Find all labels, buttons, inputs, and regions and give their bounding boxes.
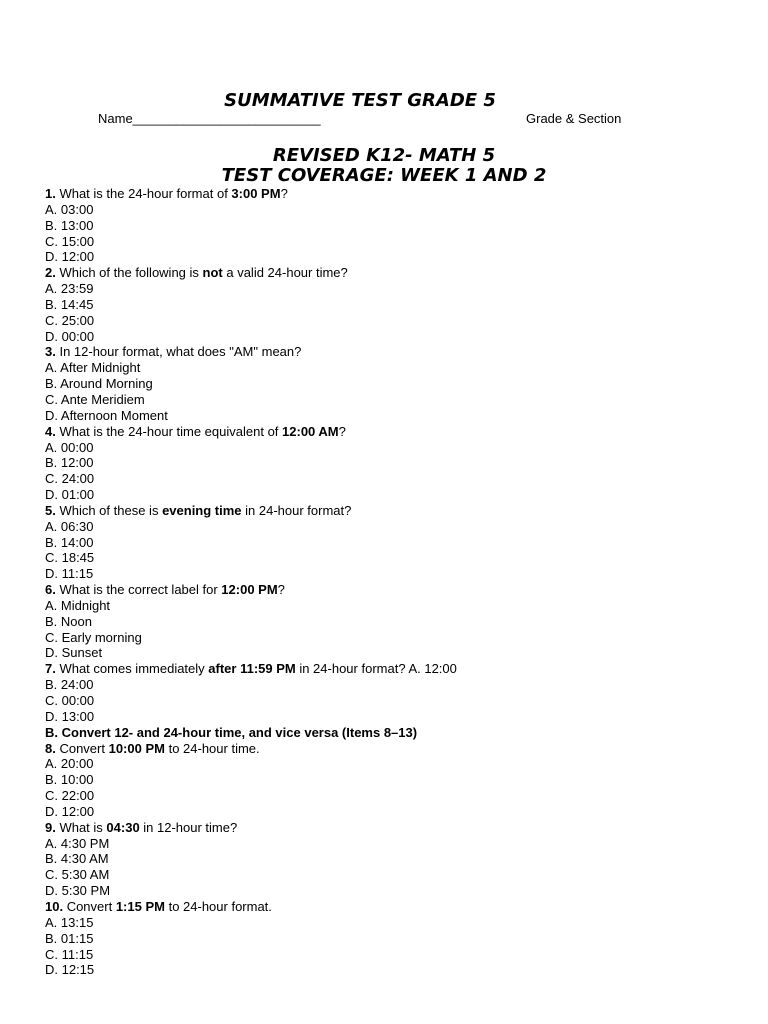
question-text: Which of these is <box>55 502 163 518</box>
questions-list <box>45 186 745 978</box>
question-text-end: a valid 24-hour time? <box>222 265 348 281</box>
answer-choice: C. 24:00 <box>45 471 95 487</box>
answer-choice: A. 4:30 PM <box>45 835 110 851</box>
question-text-end: to 24-hour time. <box>164 740 260 756</box>
coverage-heading: TEST COVERAGE: WEEK 1 AND 2 <box>221 165 547 186</box>
answer-choice: A. After Midnight <box>45 360 141 376</box>
question-number: 2. <box>45 265 56 281</box>
answer-choice: C. 5:30 AM <box>45 867 110 883</box>
answer-choice: D. 01:00 <box>45 487 95 503</box>
answer-choice: D. Sunset <box>45 645 103 661</box>
answer-choice: B. 4:30 AM <box>45 851 109 867</box>
question-line <box>45 265 745 281</box>
question-number: 10. <box>45 898 64 914</box>
answer-choice: B. 01:15 <box>45 930 94 946</box>
question-text: What is <box>55 819 107 835</box>
answer-choice: C. 18:45 <box>45 550 95 566</box>
subject-heading: REVISED K12- MATH 5 <box>272 145 496 166</box>
name-field-label: Name__________________________ <box>98 111 321 126</box>
question-emphasis: after 11:59 PM <box>208 661 296 677</box>
question-line <box>45 661 745 677</box>
question-text: What is the 24-hour time equivalent of <box>55 423 283 439</box>
question-text-end: ? <box>277 582 285 598</box>
answer-choice: C. 22:00 <box>45 788 95 804</box>
answer-choice: A. 23:59 <box>45 281 94 297</box>
question-number: 4. <box>45 423 56 439</box>
question-line <box>45 424 745 440</box>
question-number: 5. <box>45 502 56 518</box>
question-text: Which of the following is <box>55 265 203 281</box>
answer-choice: A. Midnight <box>45 597 111 613</box>
answer-choice: A. 20:00 <box>45 756 94 772</box>
answer-choice: C. Early morning <box>45 629 142 645</box>
question-emphasis: 10:00 PM <box>108 740 165 756</box>
question-emphasis: 12:00 PM <box>221 582 278 598</box>
answer-choice: B. Around Morning <box>45 376 153 392</box>
answer-choice: C. Ante Meridiem <box>45 391 145 407</box>
question-line <box>45 186 745 202</box>
question-emphasis: 12:00 AM <box>282 423 339 439</box>
answer-choice: D. 5:30 PM <box>45 883 111 899</box>
question-text-end: ? <box>338 423 346 439</box>
question-line <box>45 503 745 519</box>
question-emphasis: 1:15 PM <box>115 898 165 914</box>
answer-choice: C. 00:00 <box>45 693 95 708</box>
answer-choice: A. 13:15 <box>45 914 94 930</box>
question-number: 8. <box>45 740 56 756</box>
question-text: Convert <box>55 740 109 756</box>
question-line <box>45 820 745 836</box>
grade-section-label: Grade & Section <box>526 111 622 126</box>
question-text: What is the 24-hour format of <box>55 186 232 201</box>
question-text: What is the correct label for <box>55 582 222 598</box>
question-line <box>45 741 745 757</box>
answer-choice: D. 00:00 <box>45 328 95 344</box>
answer-choice: A. 00:00 <box>45 439 94 455</box>
question-text-end: to 24-hour format. <box>164 898 272 914</box>
answer-choice: C. 15:00 <box>45 233 95 249</box>
answer-choice: D. 12:15 <box>45 962 95 978</box>
answer-choice: B. 14:00 <box>45 534 94 550</box>
answer-choice: B. 13:00 <box>45 217 94 233</box>
answer-choice: A. 06:30 <box>45 518 94 534</box>
answer-choice: C. 25:00 <box>45 312 95 328</box>
answer-choice: B. 24:00 <box>45 677 94 693</box>
question-text-end: in 24-hour format? A. 12:00 <box>295 661 457 677</box>
answer-choice: C. 11:15 <box>45 946 94 962</box>
answer-choice: D. Afternoon Moment <box>45 407 168 423</box>
question-text: In 12-hour format, what does "AM" mean? <box>55 344 302 360</box>
question-number: 3. <box>45 344 56 360</box>
question-text: What comes immediately <box>55 661 209 677</box>
question-emphasis: evening time <box>162 502 242 518</box>
answer-choice: D. 12:00 <box>45 249 95 265</box>
question-number: 9. <box>45 819 56 835</box>
question-text-end: in 12-hour time? <box>139 819 238 835</box>
question-number: B. Convert 12- and 24-hour time, and vice versa (Items 8–13) <box>45 724 418 740</box>
question-number: 7. <box>45 661 56 677</box>
question-line <box>45 344 745 360</box>
question-text: Convert <box>63 898 116 914</box>
question-line <box>45 725 745 741</box>
question-text-end: ? <box>280 186 288 201</box>
question-text-end: in 24-hour format? <box>241 502 352 518</box>
answer-choice: B. 10:00 <box>45 772 94 788</box>
answer-choice: D. 12:00 <box>45 803 95 819</box>
answer-choice: B. Noon <box>45 613 92 629</box>
page-title: SUMMATIVE TEST GRADE 5 <box>224 90 496 111</box>
question-emphasis: 04:30 <box>106 819 140 835</box>
question-number: 1. <box>45 186 56 201</box>
question-number: 6. <box>45 582 56 598</box>
answer-choice: B. 12:00 <box>45 455 94 471</box>
answer-choice: B. 14:45 <box>45 296 94 312</box>
question-line <box>45 899 745 915</box>
answer-choice: D. 11:15 <box>45 566 94 582</box>
question-emphasis: 3:00 PM <box>231 186 281 201</box>
question-emphasis: not <box>202 265 223 281</box>
answer-choice: A. 03:00 <box>45 201 94 217</box>
answer-choice: D. 13:00 <box>45 708 95 724</box>
question-line <box>45 582 745 598</box>
